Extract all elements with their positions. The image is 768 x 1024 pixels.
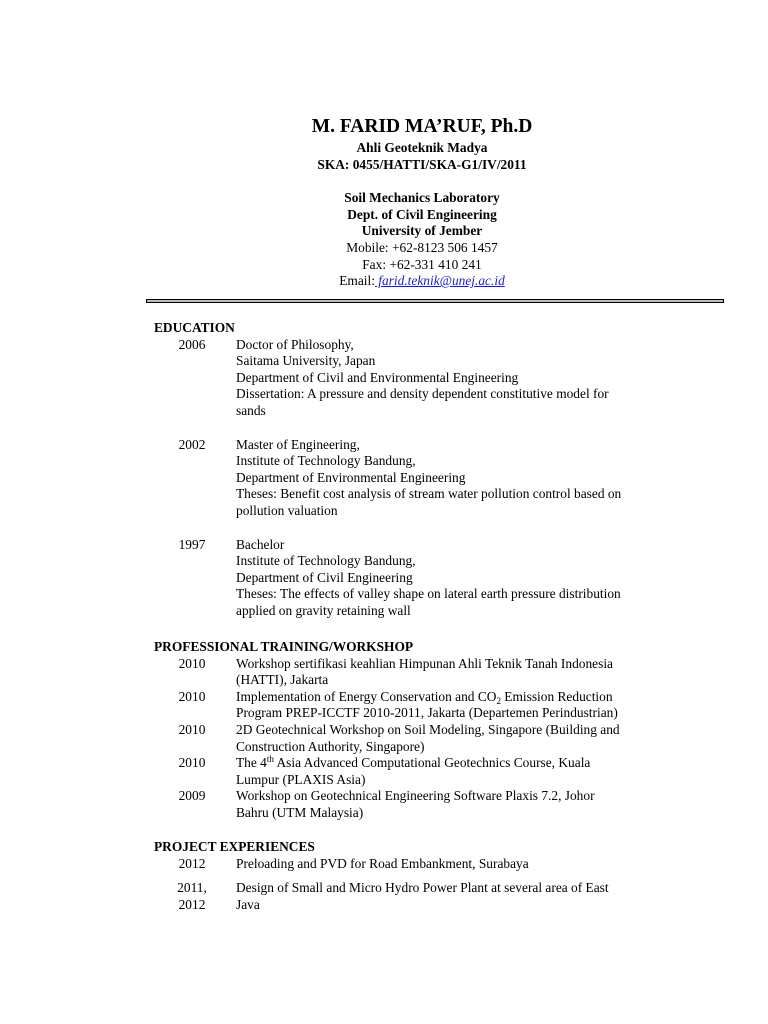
- entry-year: [154, 880, 230, 913]
- training-entry: [154, 755, 694, 788]
- subscript-text: 2: [496, 695, 501, 706]
- entry-line: applied on gravity retaining wall: [236, 602, 411, 618]
- entry-line: Theses: Benefit cost analysis of stream water pollution control based on: [236, 486, 622, 502]
- training-title: PROFESSIONAL TRAINING/WORKSHOP: [154, 639, 414, 654]
- entry-year: 1997: [178, 536, 206, 552]
- entry-line: Institute of Technology Bandung,: [236, 453, 416, 469]
- entry-line: [236, 689, 692, 706]
- university-name: University of Jember: [361, 223, 483, 239]
- entry-description: [230, 856, 692, 873]
- entry-year: 2010: [178, 688, 206, 704]
- entry-gap: [154, 872, 694, 880]
- year-line: 2012: [178, 896, 206, 912]
- entry-year: 2006: [178, 336, 206, 352]
- entry-line: Design of Small and Micro Hydro Power Plant at several area of East: [236, 880, 609, 896]
- entry-line: Theses: The effects of valley shape on lateral earth pressure distribution: [236, 586, 621, 602]
- entry-line: Workshop on Geotechnical Engineering Software Plaxis 7.2, Johor: [236, 788, 595, 804]
- education-title: EDUCATION: [154, 320, 235, 335]
- fax-number: Fax: +62-331 410 241: [362, 256, 482, 272]
- certification-number: SKA: 0455/HATTI/SKA-G1/IV/2011: [317, 156, 527, 172]
- projects-section: [154, 839, 694, 913]
- training-entry: [154, 722, 694, 755]
- entry-description: [230, 437, 692, 520]
- entry-line: Master of Engineering,: [236, 436, 360, 452]
- entry-year: 2010: [178, 755, 206, 771]
- education-section: [154, 320, 694, 620]
- entry-description: [230, 880, 692, 913]
- entry-line: Institute of Technology Bandung,: [236, 553, 416, 569]
- email-label: Email:: [339, 273, 375, 289]
- professional-title: Ahli Geoteknik Madya: [356, 140, 488, 155]
- entry-text: Emission Reduction: [500, 688, 613, 704]
- entry-description: [230, 689, 692, 722]
- entry-line: [236, 755, 692, 772]
- entry-line: Java: [236, 896, 260, 912]
- education-entry: [154, 337, 694, 420]
- year-line: 2011,: [177, 880, 207, 896]
- entry-year: 2002: [178, 436, 206, 452]
- entry-description: [230, 656, 692, 689]
- department-name: Dept. of Civil Engineering: [347, 206, 497, 222]
- entry-line: Bahru (UTM Malaysia): [236, 804, 364, 820]
- entry-line: Department of Environmental Engineering: [236, 469, 466, 485]
- training-entry: [154, 788, 694, 821]
- cv-header: [0, 114, 768, 290]
- entry-description: [230, 722, 692, 755]
- entry-line: pollution valuation: [236, 502, 338, 518]
- lab-name: Soil Mechanics Laboratory: [344, 190, 500, 206]
- entry-line: Construction Authority, Singapore): [236, 738, 425, 754]
- entry-line: Preloading and PVD for Road Embankment, Surabaya: [236, 855, 529, 871]
- email-line: [0, 273, 768, 290]
- superscript-text: th: [266, 754, 274, 765]
- entry-text: Asia Advanced Computational Geotechnics Course, Kuala: [273, 755, 591, 771]
- entry-line: (HATTI), Jakarta: [236, 672, 329, 688]
- entry-line: 2D Geotechnical Workshop on Soil Modeling, Singapore (Building and: [236, 721, 620, 737]
- header-divider: [146, 299, 724, 303]
- project-entry: [154, 880, 694, 913]
- project-entry: [154, 856, 694, 873]
- entry-year: 2010: [178, 721, 206, 737]
- entry-line: Saitama University, Japan: [236, 353, 376, 369]
- entry-line: Department of Civil and Environmental Engineering: [236, 369, 519, 385]
- email-link[interactable]: farid.teknik@unej.ac.id: [374, 273, 505, 289]
- entry-line: Lumpur (PLAXIS Asia): [236, 771, 366, 787]
- entry-description: [230, 537, 692, 620]
- entry-year: 2010: [178, 655, 206, 671]
- entry-text: Implementation of Energy Conservation and CO: [236, 688, 497, 704]
- education-entry: [154, 537, 694, 620]
- entry-line: Workshop sertifikasi keahlian Himpunan Ahli Teknik Tanah Indonesia: [236, 655, 613, 671]
- training-entry: [154, 689, 694, 722]
- person-name: M. FARID MA’RUF, Ph.D: [311, 116, 533, 137]
- entry-gap: [154, 420, 694, 437]
- entry-line: sands: [236, 402, 266, 418]
- training-section: [154, 639, 694, 822]
- header-gap: [0, 173, 768, 190]
- entry-line: Program PREP-ICCTF 2010-2011, Jakarta (Departemen Perindustrian): [236, 705, 618, 721]
- entry-description: [230, 788, 692, 821]
- mobile-number: Mobile: +62-8123 506 1457: [346, 239, 498, 255]
- projects-title: PROJECT EXPERIENCES: [154, 839, 315, 854]
- entry-line: Dissertation: A pressure and density dependent constitutive model for: [236, 386, 609, 402]
- entry-line: Bachelor: [236, 536, 285, 552]
- entry-gap: [154, 520, 694, 537]
- entry-year: 2009: [178, 788, 206, 804]
- training-entry: [154, 656, 694, 689]
- entry-year: 2012: [178, 855, 206, 871]
- entry-line: Doctor of Philosophy,: [236, 336, 354, 352]
- entry-text: The 4: [236, 755, 267, 771]
- education-entry: [154, 437, 694, 520]
- entry-line: Department of Civil Engineering: [236, 569, 413, 585]
- entry-description: [230, 755, 692, 788]
- entry-description: [230, 337, 692, 420]
